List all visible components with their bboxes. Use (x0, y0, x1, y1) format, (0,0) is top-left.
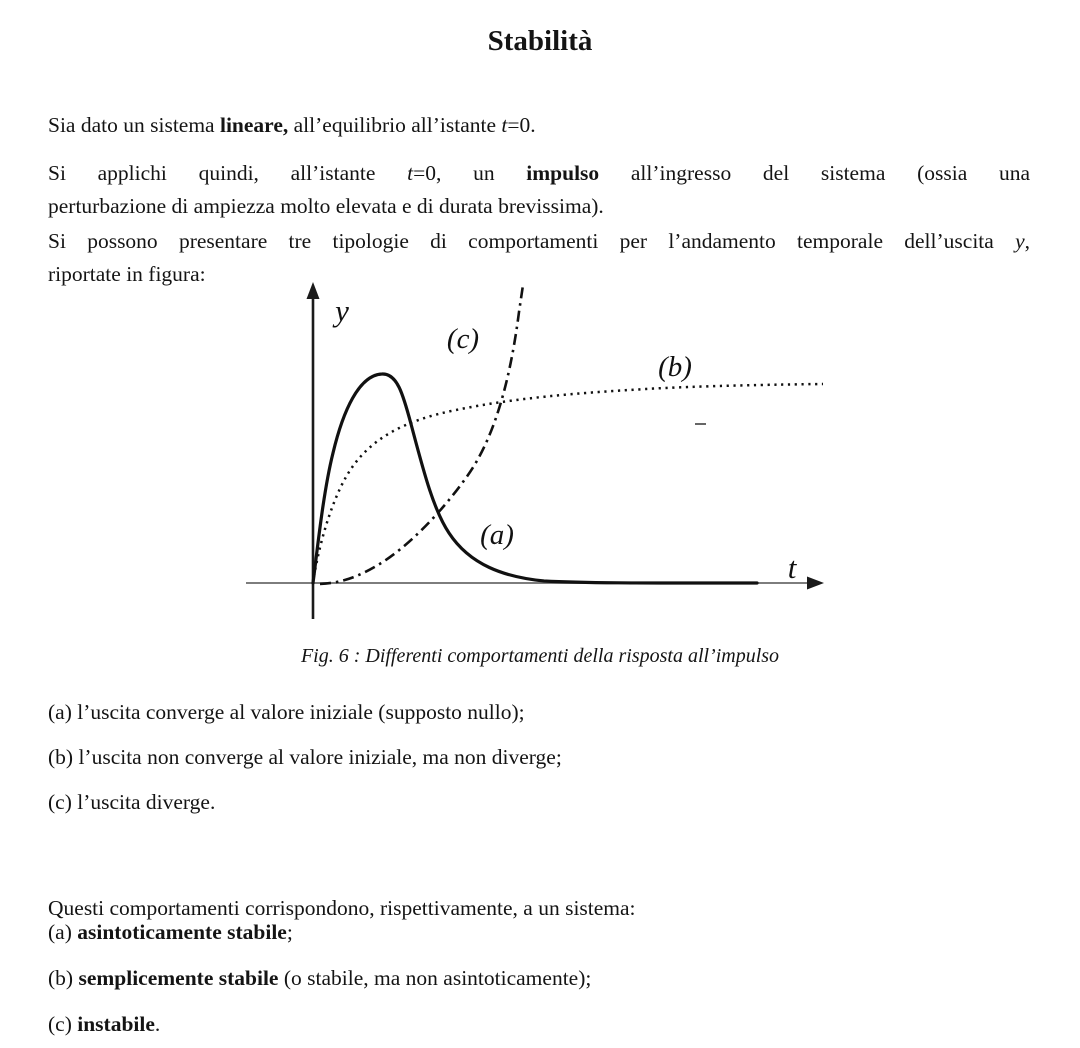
curve-c-label: (c) (446, 323, 480, 355)
list-item (48, 962, 1030, 995)
system-list (48, 916, 1030, 1048)
list-item (48, 1008, 1030, 1041)
paragraph-systems: Questi comportamenti corrispondono, rispettivamente, a un sistema: (48, 895, 636, 920)
page-title: Stabilità (487, 25, 593, 58)
justified-line (48, 157, 1030, 190)
y-axis-label: y (335, 293, 349, 328)
text-run: (c) (48, 1012, 78, 1036)
curve-a-asymptotically-stable (313, 374, 757, 583)
list-item: (c) l’uscita diverge. (48, 790, 216, 814)
y-axis (307, 282, 320, 619)
text-run: =0. (507, 112, 536, 137)
bold-term-lineare: lineare, (219, 112, 289, 137)
paragraph-intro (48, 109, 1030, 142)
text-run: Sia dato un sistema (48, 112, 220, 137)
text-line: perturbazione di ampiezza molto elevata e di durata brevissima). (48, 193, 604, 218)
behavior-list (48, 696, 1030, 831)
text-run: all’ingresso del sistema (ossia una (599, 160, 1030, 185)
bold-term: asintoticamente stabile (77, 920, 287, 944)
curve-b-simply-stable (313, 384, 823, 583)
t-axis-arrow-icon (807, 577, 824, 590)
t-axis-label: t (787, 550, 797, 585)
justified-line (48, 225, 1030, 258)
list-item (48, 916, 1030, 949)
math-var-y: y (1015, 228, 1025, 253)
text-run: Si applichi quindi, all’istante (48, 160, 408, 185)
list-item: (b) l’uscita non converge al valore iniziale, ma non diverge; (48, 745, 562, 769)
text-run: (o stabile, ma non asintoticamente); (278, 966, 592, 990)
text-run: all’equilibrio all’istante (288, 112, 502, 137)
bold-term: semplicemente stabile (78, 966, 279, 990)
math-var-t: t (501, 112, 508, 137)
text-line: riportate in figura: (48, 261, 206, 286)
text-run: ; (286, 920, 293, 944)
text-run: , (1024, 228, 1030, 253)
y-axis-arrow-icon (307, 282, 320, 299)
text-run: =0, un (413, 160, 527, 185)
math-var-t: t (407, 160, 414, 185)
impulse-response-figure (245, 281, 835, 629)
curve-b-label: (b) (658, 351, 692, 383)
text-run: Si possono presentare tre tipologie di comportamenti per l’andamento temporale dell’uscita (48, 228, 1016, 253)
curve-a-label: (a) (480, 519, 514, 551)
text-run: . (154, 1012, 161, 1036)
text-run: (b) (48, 966, 79, 990)
text-run: (a) (48, 920, 78, 944)
figure-caption: Fig. 6 : Differenti comportamenti della risposta all’impulso (300, 645, 780, 667)
list-item: (a) l’uscita converge al valore iniziale (supposto nullo); (48, 700, 525, 724)
paragraph-impulse (48, 157, 1030, 223)
bold-term-impulso: impulso (526, 160, 600, 185)
bold-term: instabile (77, 1012, 155, 1036)
